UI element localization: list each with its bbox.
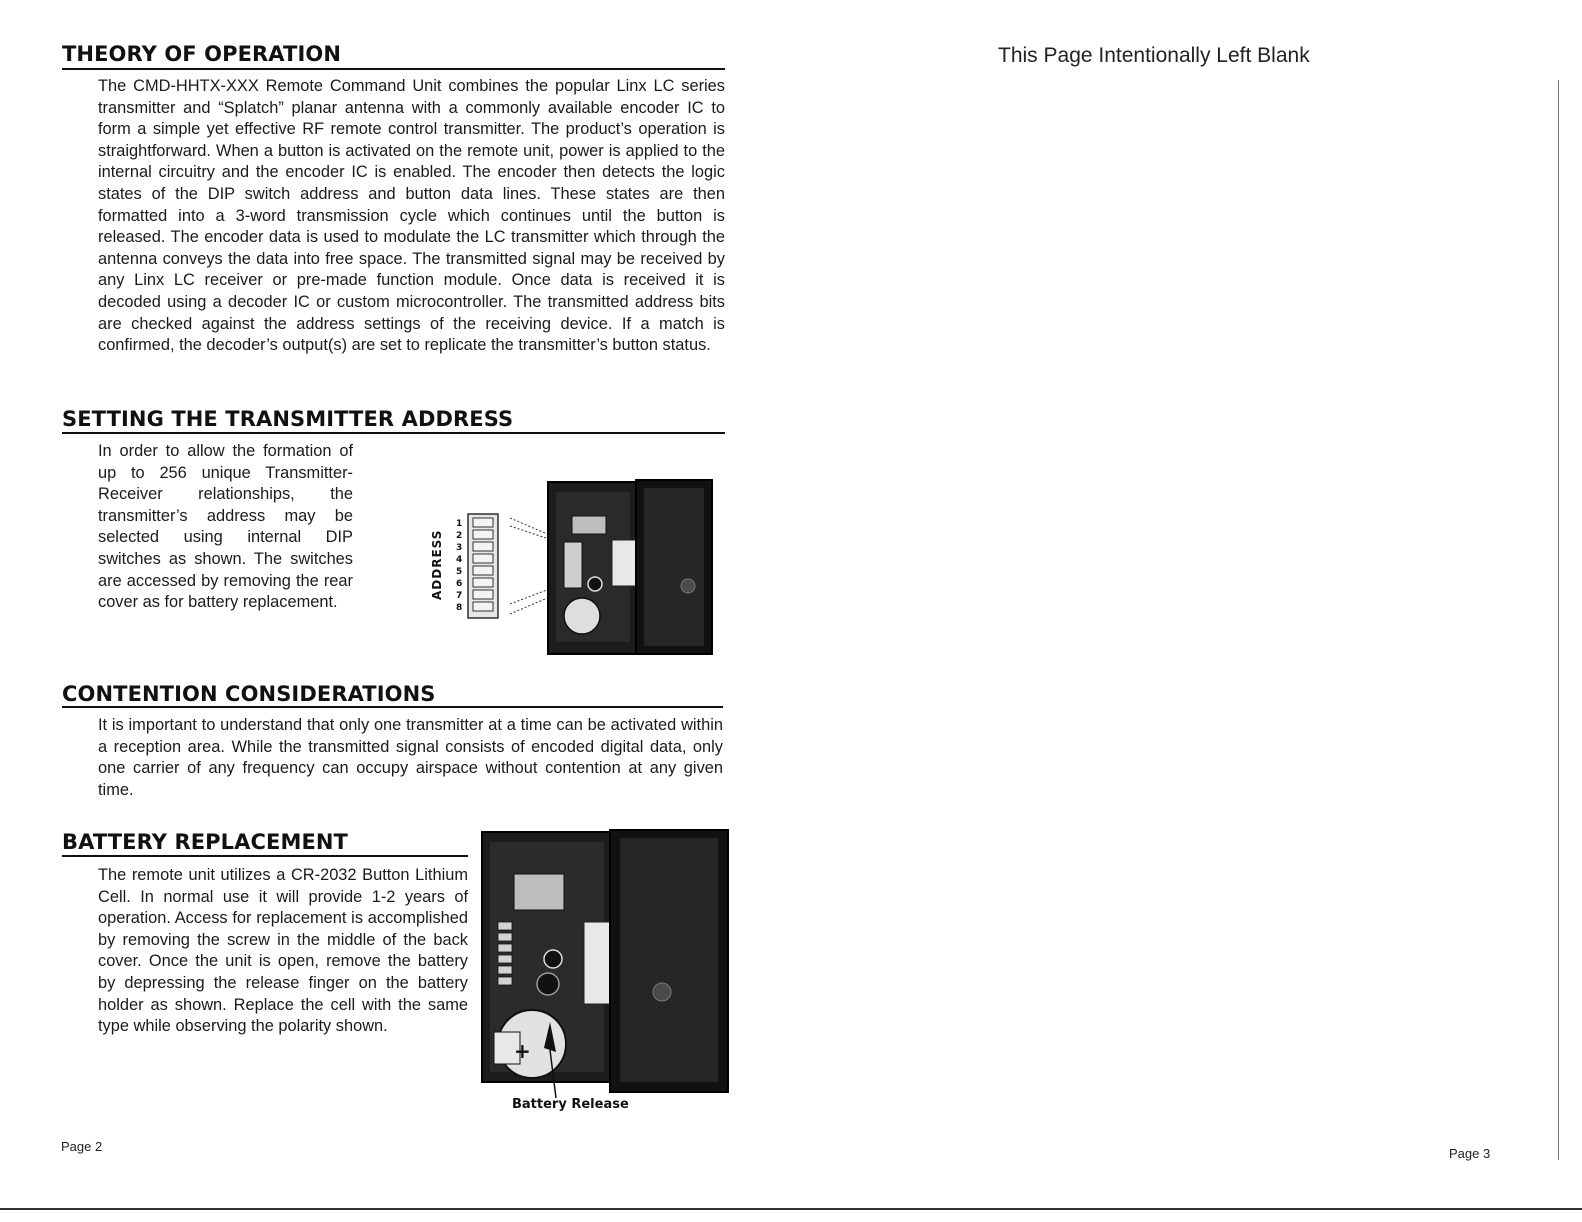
battery-plus-mark: + <box>514 1039 531 1063</box>
theory-heading: THEORY OF OPERATION <box>62 42 341 66</box>
contention-paragraph: It is important to understand that only one transmitter at a time can be activated within a reception area. While the transmitted signal consists of encoded digital data, only one carrier of any frequency can occupy airspace without contention at any given time. <box>98 716 723 799</box>
dip-number: 3 <box>456 543 463 553</box>
dip-switch-figure <box>452 476 716 658</box>
battery-paragraph: The remote unit utilizes a CR-2032 Button Lithium Cell. In normal use it will provide 1-2 years of operation. Access for replacement is accomplished by removing the screw in the middle of the back cover. Once the unit is open, remove the battery by depressing the release finger on the battery holder as shown. Replace the cell with the same type while observing the polarity shown. <box>98 866 468 1036</box>
dip-number: 8 <box>456 603 463 613</box>
dip-number: 6 <box>456 579 463 589</box>
theory-rule <box>62 68 725 70</box>
battery-rule <box>62 855 468 857</box>
blank-page-note: This Page Intentionally Left Blank <box>998 44 1310 67</box>
address-heading: SETTING THE TRANSMITTER ADDRESS <box>62 407 514 431</box>
contention-heading: CONTENTION CONSIDERATIONS <box>62 682 436 706</box>
dip-number: 5 <box>456 567 463 577</box>
address-paragraph: In order to allow the formation of up to 256 unique Transmitter-Receiver relationships, the transmitter’s address may be selected using internal DIP switches as shown. The switches are accessed by removing the rear cover as for battery replacement. <box>98 442 353 612</box>
contention-rule <box>62 706 723 708</box>
page-number-right: Page 3 <box>1449 1146 1491 1161</box>
page-number-left: Page 2 <box>61 1139 103 1154</box>
theory-paragraph: The CMD-HHTX-XXX Remote Command Unit combines the popular Linx LC series transmitter and “Splatch” planar antenna with a commonly available encoder IC to form a simple yet effective RF remote control transmitter. The product’s operation is straightforward. When a button is activated on the remote unit, power is applied to the internal circuitry and the encoder IC is enabled. The encoder then detects the logic states of the DIP switch address and button data lines. These states are then formatted into a 3-word transmission cycle which continues until the button is released. The encoder data is used to modulate the LC transmitter which through the antenna conveys the data into free space. The transmitted signal may be received by any Linx LC receiver or pre-made function module. Once data is received it is decoded using a decoder IC or custom microcontroller. The transmitted address bits are checked against the address settings of the receiving device. If a match is confirmed, the decoder’s output(s) are set to replicate the transmitter’s button status. <box>98 77 725 355</box>
battery-release-caption: Battery Release <box>512 1097 629 1112</box>
dip-address-label: ADDRESS <box>430 529 444 600</box>
bottom-edge-rule <box>0 1208 1582 1210</box>
dip-number: 1 <box>456 519 463 529</box>
dip-number: 7 <box>456 591 463 601</box>
address-rule <box>62 432 725 434</box>
dip-number: 4 <box>456 555 463 565</box>
battery-heading: BATTERY REPLACEMENT <box>62 830 348 854</box>
dip-number: 2 <box>456 531 463 541</box>
right-page-edge <box>1558 80 1559 1160</box>
battery-compartment-photo <box>480 826 734 1098</box>
